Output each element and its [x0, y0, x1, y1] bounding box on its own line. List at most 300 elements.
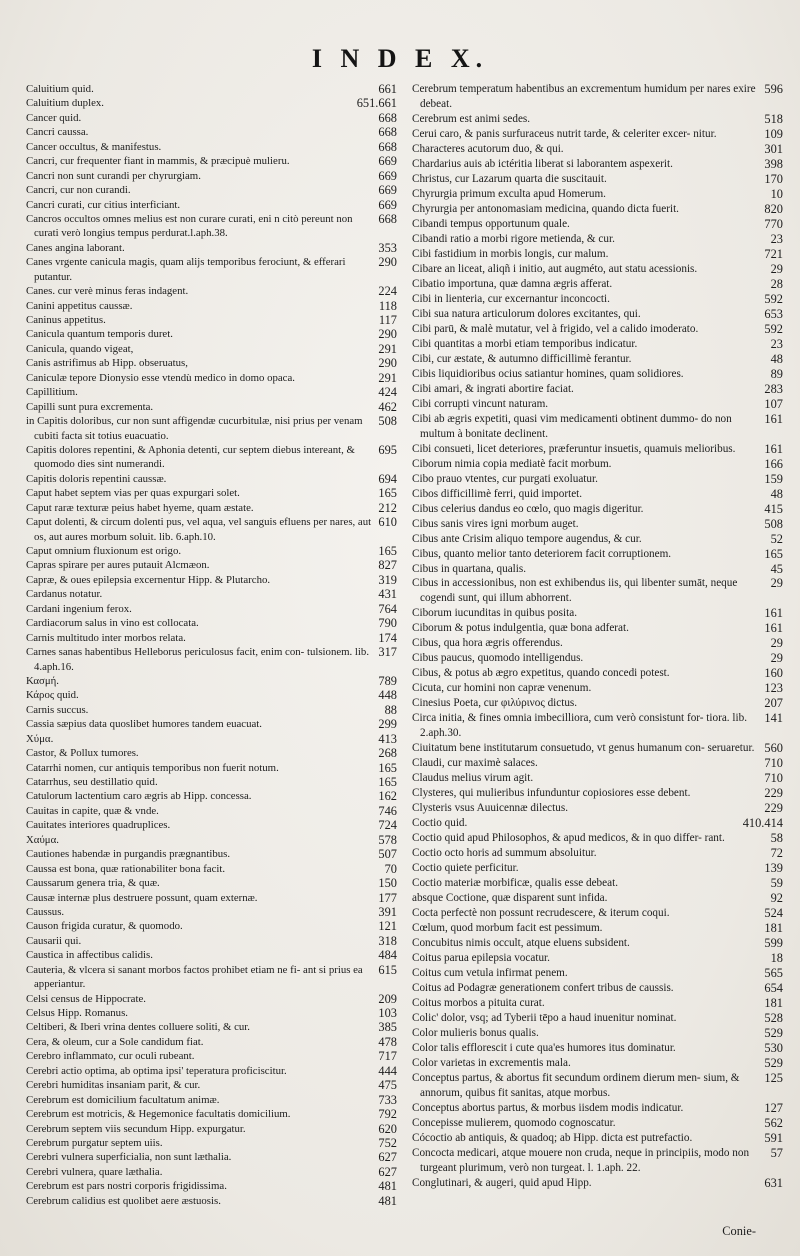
- index-entry: [412, 966, 787, 981]
- page-ref: 229: [764, 801, 783, 816]
- entry-text: Cibandi tempus opportunum quale.: [412, 217, 570, 230]
- page-ref: 651.661: [356, 96, 397, 111]
- entry-text: Cibo prauo vtentes, cur purgati exoluatur.: [412, 472, 598, 485]
- entry-text: Color mulieris bonus qualis.: [412, 1027, 539, 1040]
- index-entry: [412, 756, 787, 771]
- index-entry: [26, 284, 401, 298]
- index-entry: [412, 292, 787, 307]
- entry-text: Caussarum genera tria, & quæ.: [26, 877, 160, 890]
- page-ref: 444: [378, 1063, 397, 1078]
- index-entry: [26, 992, 401, 1006]
- page-ref: 150: [378, 876, 397, 891]
- page-ref: 209: [378, 991, 397, 1006]
- entry-text: Cibi fastidium in morbis longis, cur malum.: [412, 247, 609, 260]
- entry-text: Cautiones habendæ in purgandis prægnantibus.: [26, 848, 231, 861]
- index-entry: [412, 1101, 787, 1116]
- entry-text: Cassia sæpius data quoslibet humores tandem euacuat.: [26, 718, 262, 731]
- index-entry: [26, 804, 401, 818]
- index-entry: [26, 1020, 401, 1034]
- index-entry: [412, 1146, 787, 1176]
- index-entry: [412, 562, 787, 577]
- page-ref: 165: [378, 775, 397, 789]
- page-ref: 415: [764, 501, 783, 516]
- entry-text: Cardanus notatur.: [26, 588, 103, 601]
- index-entry: [412, 651, 787, 666]
- page-ref: 318: [378, 933, 397, 948]
- index-entry: [26, 1179, 401, 1193]
- index-entry: [26, 645, 401, 674]
- entry-text: Capillitium.: [26, 386, 78, 399]
- page-ref: 484: [378, 948, 397, 963]
- index-entry: [412, 517, 787, 532]
- index-entry: [412, 1026, 787, 1041]
- page-ref: 159: [764, 471, 783, 486]
- page-ref: 48: [770, 486, 783, 501]
- index-entry: [412, 1176, 787, 1191]
- entry-text: Cardani ingenium ferox.: [26, 602, 132, 615]
- entry-text: Cocta perfectè non possunt recrudescere, & iterum coqui.: [412, 907, 670, 920]
- entry-text: Cibare an liceat, aliqñ i initio, aut augméto, aut statu acessionis.: [412, 262, 698, 275]
- page-ref: 385: [378, 1020, 397, 1035]
- page-ref: 565: [764, 966, 783, 981]
- page-ref: 283: [764, 381, 783, 396]
- page-ref: 127: [764, 1100, 783, 1115]
- page-ref: 181: [764, 921, 783, 936]
- page-ref: 181: [764, 996, 783, 1011]
- right-column: [412, 82, 787, 1191]
- index-entry: [412, 547, 787, 562]
- entry-text: Celtiberi, & Iberi vrina dentes colluere soliti, & cur.: [26, 1021, 250, 1034]
- page-ref: 45: [770, 561, 783, 576]
- index-entry: [26, 703, 401, 717]
- page-ref: 481: [378, 1179, 397, 1194]
- page-ref: 118: [378, 298, 397, 313]
- entry-text: Concubitus nimis occult, atque eluens subsident.: [412, 937, 630, 950]
- index-entry: [26, 501, 401, 515]
- index-entry: [412, 936, 787, 951]
- index-entry: [412, 217, 787, 232]
- page-ref: 29: [770, 651, 783, 666]
- index-entry: [26, 342, 401, 356]
- page-ref: 70: [384, 861, 397, 876]
- page-ref: 478: [378, 1034, 397, 1049]
- index-entry: [412, 277, 787, 292]
- index-entry: [26, 486, 401, 500]
- page-ref: 529: [764, 1026, 783, 1041]
- entry-text: Canes angina laborant.: [26, 241, 125, 254]
- page-ref: 29: [770, 636, 783, 651]
- entry-text: Cancri, cur frequenter fiant in mammis, & præcipuè mulieru.: [26, 155, 290, 168]
- page-ref: 28: [770, 276, 783, 291]
- entry-text: Cerebrum calidius est quolibet aere æstuosis.: [26, 1194, 221, 1207]
- entry-text: Cibus in accessionibus, non est exhibendus iis, qui libenter sumāt, neque cogendi sunt, qui illum abhorrent.: [412, 577, 738, 605]
- entry-text: Cauitates interiores quadruplices.: [26, 819, 171, 832]
- index-entry: [412, 412, 787, 442]
- entry-text: Catarrhi nomen, cur antiquis temporibus non fuerit notum.: [26, 761, 279, 774]
- page-ref: 668: [378, 125, 397, 140]
- page-ref: 58: [770, 831, 783, 846]
- entry-text: Ciborum nimia copia mediatè facit morbum.: [412, 457, 612, 470]
- page-ref: 792: [378, 1107, 397, 1122]
- entry-text: Cibus in quartana, qualis.: [412, 562, 527, 575]
- index-entry: [412, 876, 787, 891]
- page-ref: 710: [764, 771, 783, 786]
- page-ref: 827: [378, 558, 397, 573]
- index-entry: [412, 786, 787, 801]
- index-entry: [412, 112, 787, 127]
- page-ref: 592: [764, 321, 783, 336]
- index-entry: [412, 487, 787, 502]
- index-entry: [26, 1122, 401, 1136]
- entry-text: Celsus Hipp. Romanus.: [26, 1007, 128, 1019]
- page-ref: 448: [378, 688, 397, 703]
- index-entry: [26, 385, 401, 399]
- page-ref: 160: [764, 666, 783, 681]
- index-entry: [412, 1011, 787, 1026]
- page-ref: 475: [378, 1078, 397, 1093]
- page-ref: 695: [378, 442, 397, 457]
- page-ref: 290: [378, 356, 397, 371]
- index-entry: [26, 919, 401, 933]
- entry-text: Capras spirare per aures putauit Alcmæon.: [26, 559, 210, 572]
- entry-text: Concocta medicari, atque mouere non cruda, neque in principiis, modo non turgeant plurimum, verò non turgeat. l. 1.aph. 22.: [412, 1146, 750, 1174]
- page-ref: 424: [378, 385, 397, 400]
- page-ref: 669: [378, 168, 397, 183]
- page-ref: 229: [764, 786, 783, 801]
- page-ref: 746: [378, 803, 397, 818]
- entry-text: Caput raræ texturæ peius habet hyeme, quam æstate.: [26, 501, 254, 514]
- index-entry: [26, 602, 401, 616]
- page-ref: 125: [764, 1070, 783, 1085]
- entry-text: Caninus appetitus.: [26, 314, 106, 326]
- page-ref: 57: [770, 1145, 783, 1160]
- entry-text: Cancri non sunt curandi per chyrurgiam.: [26, 169, 201, 182]
- index-entry: [26, 891, 401, 905]
- page-ref: 578: [378, 832, 397, 847]
- entry-text: Cerebrum est motricis, & Hegemonice facultatis domicilium.: [26, 1108, 291, 1121]
- index-entry: [26, 775, 401, 789]
- page-ref: 165: [378, 486, 397, 501]
- page-header: I N D E X.: [311, 44, 489, 73]
- page-ref: 789: [378, 673, 397, 688]
- entry-text: Cibi sua natura articulorum dolores excitantes, qui.: [412, 307, 641, 320]
- entry-text: Colic' dolor, vsq; ad Tyberii tēpo a haud inuenitur nominat.: [412, 1012, 677, 1025]
- entry-text: Cibi, cur æstate, & autumno difficillimè ferantur.: [412, 352, 632, 365]
- index-entry: [26, 732, 401, 746]
- index-entry: [26, 443, 401, 472]
- entry-text: Chyrurgia per antonomasiam medicina, quando dicta fuerit.: [412, 202, 679, 215]
- entry-text: Claudus melius virum agit.: [412, 772, 534, 785]
- index-entry: [412, 951, 787, 966]
- index-entry: [412, 307, 787, 322]
- page-ref: 733: [378, 1092, 397, 1107]
- index-entry: [412, 1071, 787, 1101]
- entry-text: Cancer occultus, & manifestus.: [26, 140, 162, 153]
- index-entry: [412, 1056, 787, 1071]
- index-entry: [412, 606, 787, 621]
- index-entry: [412, 981, 787, 996]
- page-ref: 620: [378, 1121, 397, 1136]
- page-ref: 627: [378, 1150, 397, 1165]
- entry-text: Cibus paucus, quomodo intelligendus.: [412, 652, 584, 665]
- entry-text: Ciuitatum bene institutarum consuetudo, vt genus humanum con- seruaretur.: [412, 742, 755, 755]
- page-ref: 413: [378, 731, 397, 746]
- index-entry: [412, 187, 787, 202]
- page-ref: 121: [378, 919, 397, 934]
- page-ref: 165: [764, 546, 783, 561]
- page-ref: 669: [378, 183, 397, 198]
- page-ref: 317: [378, 645, 397, 660]
- index-entry: [412, 996, 787, 1011]
- page-ref: 291: [378, 341, 397, 356]
- entry-text: Cibus, quanto melior tanto deteriorem facit corruptionem.: [412, 547, 672, 560]
- page-ref: 710: [764, 756, 783, 771]
- entry-text: Caluitium duplex.: [26, 97, 104, 110]
- index-entry: [412, 711, 787, 741]
- page-ref: 724: [378, 818, 397, 833]
- entry-text: Coitus parua epilepsia vocatur.: [412, 952, 550, 965]
- entry-text: Canes vrgente canicula magis, quam alijs temporibus ferociunt, & efferari putantur.: [26, 256, 346, 283]
- entry-text: Cibatio importuna, quæ damna ægris afferat.: [412, 277, 613, 290]
- page-ref: 668: [378, 211, 397, 226]
- entry-text: Carnis multitudo inter morbos relata.: [26, 631, 186, 644]
- index-entry: [26, 1078, 401, 1092]
- page-ref: 161: [764, 606, 783, 621]
- index-entry: [26, 414, 401, 443]
- entry-text: Cerebro inflammato, cur oculi rubeant.: [26, 1050, 195, 1063]
- index-entry: [26, 573, 401, 587]
- index-entry: [26, 1194, 401, 1208]
- index-entry: [26, 905, 401, 919]
- entry-text: Coctio materiæ morbificæ, qualis esse debeat.: [412, 877, 618, 890]
- index-entry: [26, 183, 401, 197]
- page-ref: 10: [770, 186, 783, 201]
- index-entry: [26, 1093, 401, 1107]
- index-entry: [412, 472, 787, 487]
- entry-text: Κάρος quid.: [26, 689, 79, 702]
- index-entry: [26, 82, 401, 96]
- entry-text: Cancer quid.: [26, 111, 82, 124]
- index-entry: [412, 636, 787, 651]
- index-entry: [412, 172, 787, 187]
- page-ref: 319: [378, 572, 397, 587]
- index-entry: [26, 862, 401, 876]
- index-entry: [26, 847, 401, 861]
- entry-text: Cibus celerius dandus eo cœlo, quo magis digeritur.: [412, 502, 644, 515]
- page-ref: 92: [770, 891, 783, 906]
- entry-text: Caluitium quid.: [26, 83, 94, 95]
- index-entry: [26, 688, 401, 702]
- index-entry: [26, 1165, 401, 1179]
- page-ref: 627: [378, 1164, 397, 1179]
- index-entry: [412, 741, 787, 756]
- page-ref: 109: [764, 126, 783, 141]
- entry-text: Coctio quid.: [412, 817, 468, 830]
- entry-text: Canini appetitus caussæ.: [26, 299, 133, 312]
- page-ref: 529: [764, 1055, 783, 1070]
- page-ref: 29: [770, 261, 783, 276]
- index-entry: [412, 82, 787, 112]
- index-entry: [412, 502, 787, 517]
- entry-text: Carnes sanas habentibus Helleborus periculosus facit, enim con- tulsionem. lib. 4.aph.16.: [26, 646, 370, 673]
- catchword: Conie-: [722, 1224, 756, 1238]
- entry-text: Canicula, quando vigeat,: [26, 342, 134, 355]
- entry-text: Cibi corrupti vincunt naturam.: [412, 397, 549, 410]
- index-entry: [26, 631, 401, 645]
- index-entry: [412, 322, 787, 337]
- page-ref: 29: [770, 576, 783, 591]
- index-entry: [26, 241, 401, 255]
- index-entry: [412, 681, 787, 696]
- index-entry: [26, 515, 401, 544]
- index-entry: [26, 1035, 401, 1049]
- page-ref: 654: [764, 981, 783, 996]
- page-ref: 212: [378, 500, 397, 515]
- index-entry: [26, 1107, 401, 1121]
- entry-text: Cicuta, cur homini non capræ venenum.: [412, 682, 592, 695]
- entry-text: Canes. cur verè minus feras indagent.: [26, 285, 189, 298]
- index-entry: [26, 761, 401, 775]
- entry-text: Clysteres, qui mulieribus infunduntur copiosiores esse debent.: [412, 787, 691, 800]
- page-ref: 88: [384, 702, 397, 717]
- page-ref: 353: [378, 240, 397, 255]
- entry-text: Cera, & oleum, cur a Sole candidum fiat.: [26, 1035, 204, 1048]
- page-ref: 592: [764, 291, 783, 306]
- entry-text: Caput dolenti, & circum dolenti pus, vel aqua, vel sanguis efluens per nares, aut os, aut aures morbum soluit. lib. 6.aph.10.: [26, 516, 372, 543]
- page-ref: 224: [378, 284, 397, 299]
- index-entry: [412, 127, 787, 142]
- index-entry: [412, 457, 787, 472]
- entry-text: Capræ, & oues epilepsia excernentur Hipp. & Plutarcho.: [26, 573, 271, 586]
- entry-text: Characteres acutorum duo, & qui.: [412, 142, 564, 155]
- page-ref: 752: [378, 1135, 397, 1150]
- page-ref: 668: [378, 139, 397, 154]
- index-entry: [412, 397, 787, 412]
- entry-text: Chyrurgia primum exculta apud Homerum.: [412, 187, 606, 200]
- index-entry: [412, 906, 787, 921]
- index-entry: [26, 313, 401, 327]
- entry-text: Conceptus partus, & abortus fit secundum ordinem dierum men- sium, & annorum, quibus fit sanitas, atque morbus.: [412, 1071, 740, 1099]
- entry-text: Cancri caussa.: [26, 126, 89, 139]
- index-entry: [412, 861, 787, 876]
- entry-text: Cerebrum est pars nostri corporis frigidissima.: [26, 1180, 227, 1193]
- page-ref: 162: [378, 789, 397, 804]
- index-entry: [26, 1049, 401, 1063]
- index-entry: [412, 1041, 787, 1056]
- index-entry: [26, 198, 401, 212]
- page-ref: 599: [764, 936, 783, 951]
- page-ref: 631: [764, 1175, 783, 1190]
- index-entry: [26, 544, 401, 558]
- index-entry: [412, 1131, 787, 1146]
- entry-text: Caput omnium fluxionum est origo.: [26, 545, 182, 557]
- index-entry: [412, 891, 787, 906]
- entry-text: Cibi in lienteria, cur excernantur inconcocti.: [412, 292, 610, 305]
- page-ref: 562: [764, 1115, 783, 1130]
- entry-text: Coctio quiete perficitur.: [412, 862, 519, 875]
- page-ref: 530: [764, 1041, 783, 1055]
- index-entry: [412, 532, 787, 547]
- entry-text: Cibi consueti, licet deteriores, præferuntur insuetis, quamuis melioribus.: [412, 442, 736, 455]
- index-entry: [412, 442, 787, 457]
- index-entry: [412, 157, 787, 172]
- page-ref: 524: [764, 906, 783, 921]
- index-entry: [26, 255, 401, 284]
- entry-text: Cerebrum temperatum habentibus an excrementum humidum per nares exire debeat.: [412, 83, 756, 110]
- entry-text: Cibos difficillimè ferri, quid importet.: [412, 487, 583, 500]
- page-ref: 669: [378, 154, 397, 169]
- page-ref: 764: [378, 601, 397, 616]
- entry-text: Cancri curati, cur citius interficiant.: [26, 198, 181, 211]
- entry-text: Color talis efflorescit i cute qua'es humores itus dominatur.: [412, 1042, 676, 1054]
- page-ref: 431: [378, 587, 397, 602]
- entry-text: Capitis dolores repentini, & Aphonia detenti, cur septem diebus intereant, & quomodo dies sint numerandi.: [26, 443, 355, 471]
- index-entry: [412, 771, 787, 786]
- entry-text: Causæ internæ plus destruere possunt, quam externæ.: [26, 891, 258, 904]
- entry-text: Cauteria, & vlcera si sanant morbos factos prohibet etiam ne fi- ant si prius ea apperiantur.: [26, 963, 363, 991]
- index-entry: [26, 371, 401, 385]
- entry-text: Cócoctio ab antiquis, & quadoq; ab Hipp. dicta est putrefactio.: [412, 1131, 693, 1144]
- page-ref: 18: [770, 951, 783, 966]
- index-entry: [26, 96, 401, 110]
- index-entry: [26, 674, 401, 688]
- entry-text: Cerebri vulnera, quare læthalia.: [26, 1165, 163, 1178]
- entry-text: Coitus ad Podagræ generationem confert tribus de caussis.: [412, 982, 674, 995]
- page-ref: 301: [764, 141, 783, 156]
- entry-text: Concepisse mulierem, quomodo cognoscatur.: [412, 1116, 616, 1129]
- page-ref: 507: [378, 847, 397, 862]
- entry-text: Cibis liquidioribus ocius satiantur homines, quam solidiores.: [412, 367, 684, 380]
- page-ref: 653: [764, 306, 783, 321]
- index-entry: [26, 356, 401, 370]
- page-ref: 398: [764, 156, 783, 171]
- page-ref: 165: [378, 544, 397, 558]
- entry-text: Causarii qui.: [26, 934, 82, 947]
- page-ref: 290: [378, 255, 397, 270]
- entry-text: Causon frigida curatur, & quomodo.: [26, 920, 183, 933]
- page-ref: 141: [764, 711, 783, 726]
- index-entry: [26, 948, 401, 962]
- index-entry: [412, 846, 787, 861]
- entry-text: Cerebrum septem viis secundum Hipp. expurgatur.: [26, 1122, 246, 1135]
- entry-text: Coctio octo horis ad summum absoluitur.: [412, 847, 597, 860]
- page-ref: 694: [378, 471, 397, 486]
- entry-text: Cauitas in capite, quæ & vnde.: [26, 804, 159, 817]
- page-ref: 299: [378, 717, 397, 732]
- index-entry: [412, 576, 787, 606]
- entry-text: Κασμή.: [26, 674, 60, 687]
- page-ref: 508: [378, 414, 397, 429]
- entry-text: Cibi ab ægris expetiti, quasi vim medicamenti obtinent dummo- do non multum à bonitate declinent.: [412, 412, 732, 440]
- page-ref: 165: [378, 760, 397, 775]
- entry-text: Cibus ante Crisim aliquo tempore augendus, & cur.: [412, 532, 642, 545]
- index-entry: [412, 232, 787, 247]
- index-entry: [412, 262, 787, 277]
- entry-text: Caustica in affectibus calidis.: [26, 949, 153, 962]
- entry-text: Coitus cum vetula infirmat penem.: [412, 967, 568, 980]
- page-ref: 518: [764, 111, 783, 126]
- index-entry: [26, 963, 401, 992]
- entry-text: Canicula quantum temporis duret.: [26, 328, 173, 341]
- entry-text: Conceptus abortus partus, & morbus iisdem modis indicatur.: [412, 1101, 684, 1114]
- entry-text: Cibus, qua hora ægris offerendus.: [412, 637, 563, 650]
- entry-text: Cardiacorum salus in vino est collocata.: [26, 617, 199, 630]
- index-entry: [26, 400, 401, 414]
- entry-text: Carnis succus.: [26, 703, 89, 716]
- entry-text: Cibandi ratio a morbi rigore metienda, & cur.: [412, 232, 615, 245]
- entry-text: Ciborum iucunditas in quibus posita.: [412, 607, 578, 620]
- entry-text: in Capitis doloribus, cur non sunt affigendæ cucurbitulæ, nisi prius per venam cubiti facta sit totius euacuatio.: [26, 415, 363, 442]
